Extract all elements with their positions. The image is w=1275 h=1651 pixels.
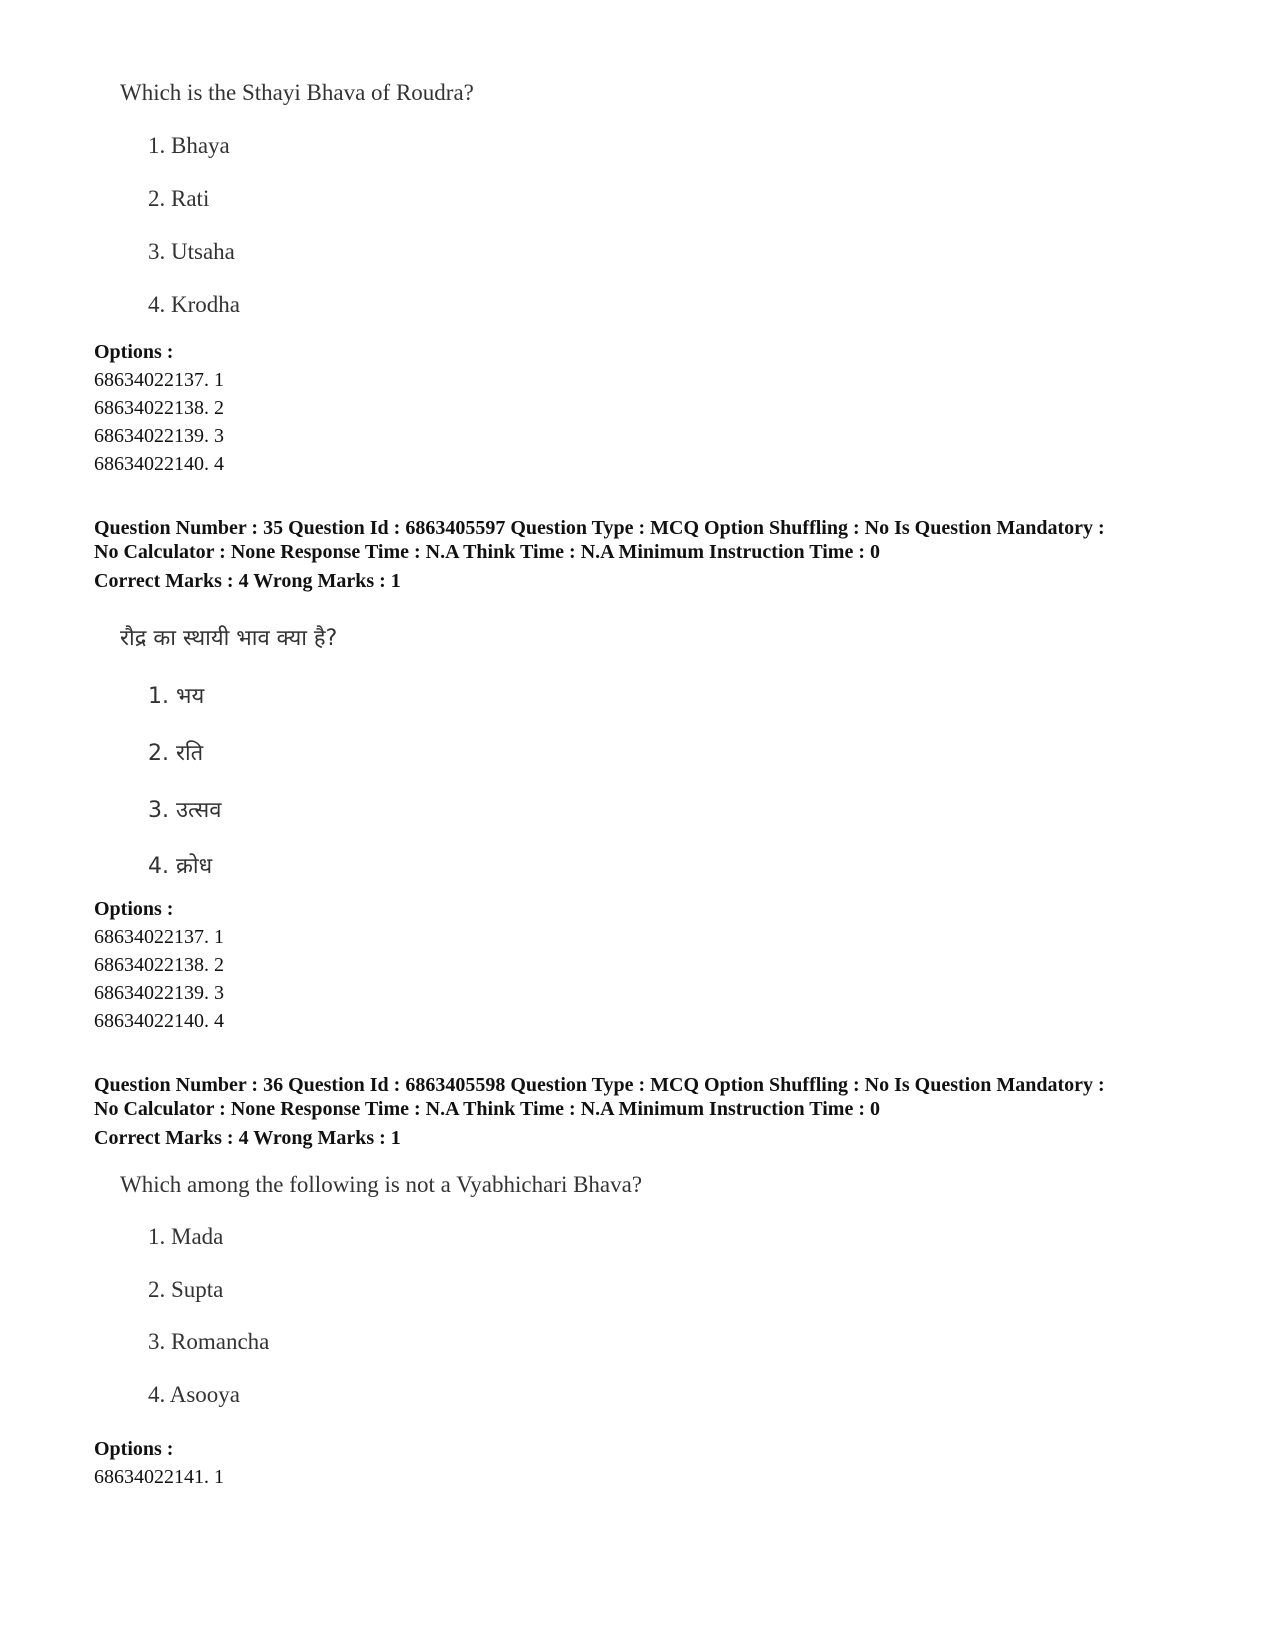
option-id: 68634022137. 1 (94, 926, 224, 948)
choice-item: 2. Rati (148, 186, 210, 211)
choice-item: 1. Bhaya (148, 133, 230, 158)
option-id: 68634022139. 3 (94, 425, 224, 447)
question-meta: Question Number : 35 Question Id : 6863405597 Question Type : MCQ Option Shuffling : No Is Question Mandatory : (94, 517, 1105, 539)
choice-item: 3. Romancha (148, 1329, 270, 1354)
choice-item: 4. Asooya (148, 1382, 240, 1407)
option-id: 68634022138. 2 (94, 397, 224, 419)
question-meta: No Calculator : None Response Time : N.A Think Time : N.A Minimum Instruction Time : 0 (94, 541, 880, 563)
options-label: Options : (94, 341, 174, 363)
choice-item: 2. Supta (148, 1277, 224, 1302)
options-label: Options : (94, 898, 174, 920)
options-label: Options : (94, 1438, 174, 1460)
choice-item: 1. Mada (148, 1224, 224, 1249)
option-id: 68634022137. 1 (94, 369, 224, 391)
question-text: Which among the following is not a Vyabhichari Bhava? (120, 1172, 643, 1197)
option-id: 68634022140. 4 (94, 453, 224, 475)
choice-item: 3. उत्सव (148, 798, 222, 823)
question-meta: No Calculator : None Response Time : N.A Think Time : N.A Minimum Instruction Time : 0 (94, 1098, 880, 1120)
question-marks: Correct Marks : 4 Wrong Marks : 1 (94, 570, 401, 592)
option-id: 68634022141. 1 (94, 1466, 224, 1488)
question-marks: Correct Marks : 4 Wrong Marks : 1 (94, 1127, 401, 1149)
choice-item: 1. भय (148, 684, 205, 709)
question-meta: Question Number : 36 Question Id : 6863405598 Question Type : MCQ Option Shuffling : No Is Question Mandatory : (94, 1074, 1105, 1096)
option-id: 68634022140. 4 (94, 1010, 224, 1032)
choice-item: 2. रति (148, 741, 204, 766)
option-id: 68634022139. 3 (94, 982, 224, 1004)
choice-item: 4. Krodha (148, 292, 240, 317)
question-text: रौद्र का स्थायी भाव क्या है? (120, 626, 338, 651)
choice-item: 3. Utsaha (148, 239, 235, 264)
option-id: 68634022138. 2 (94, 954, 224, 976)
question-text: Which is the Sthayi Bhava of Roudra? (120, 80, 474, 105)
choice-item: 4. क्रोध (148, 854, 213, 879)
